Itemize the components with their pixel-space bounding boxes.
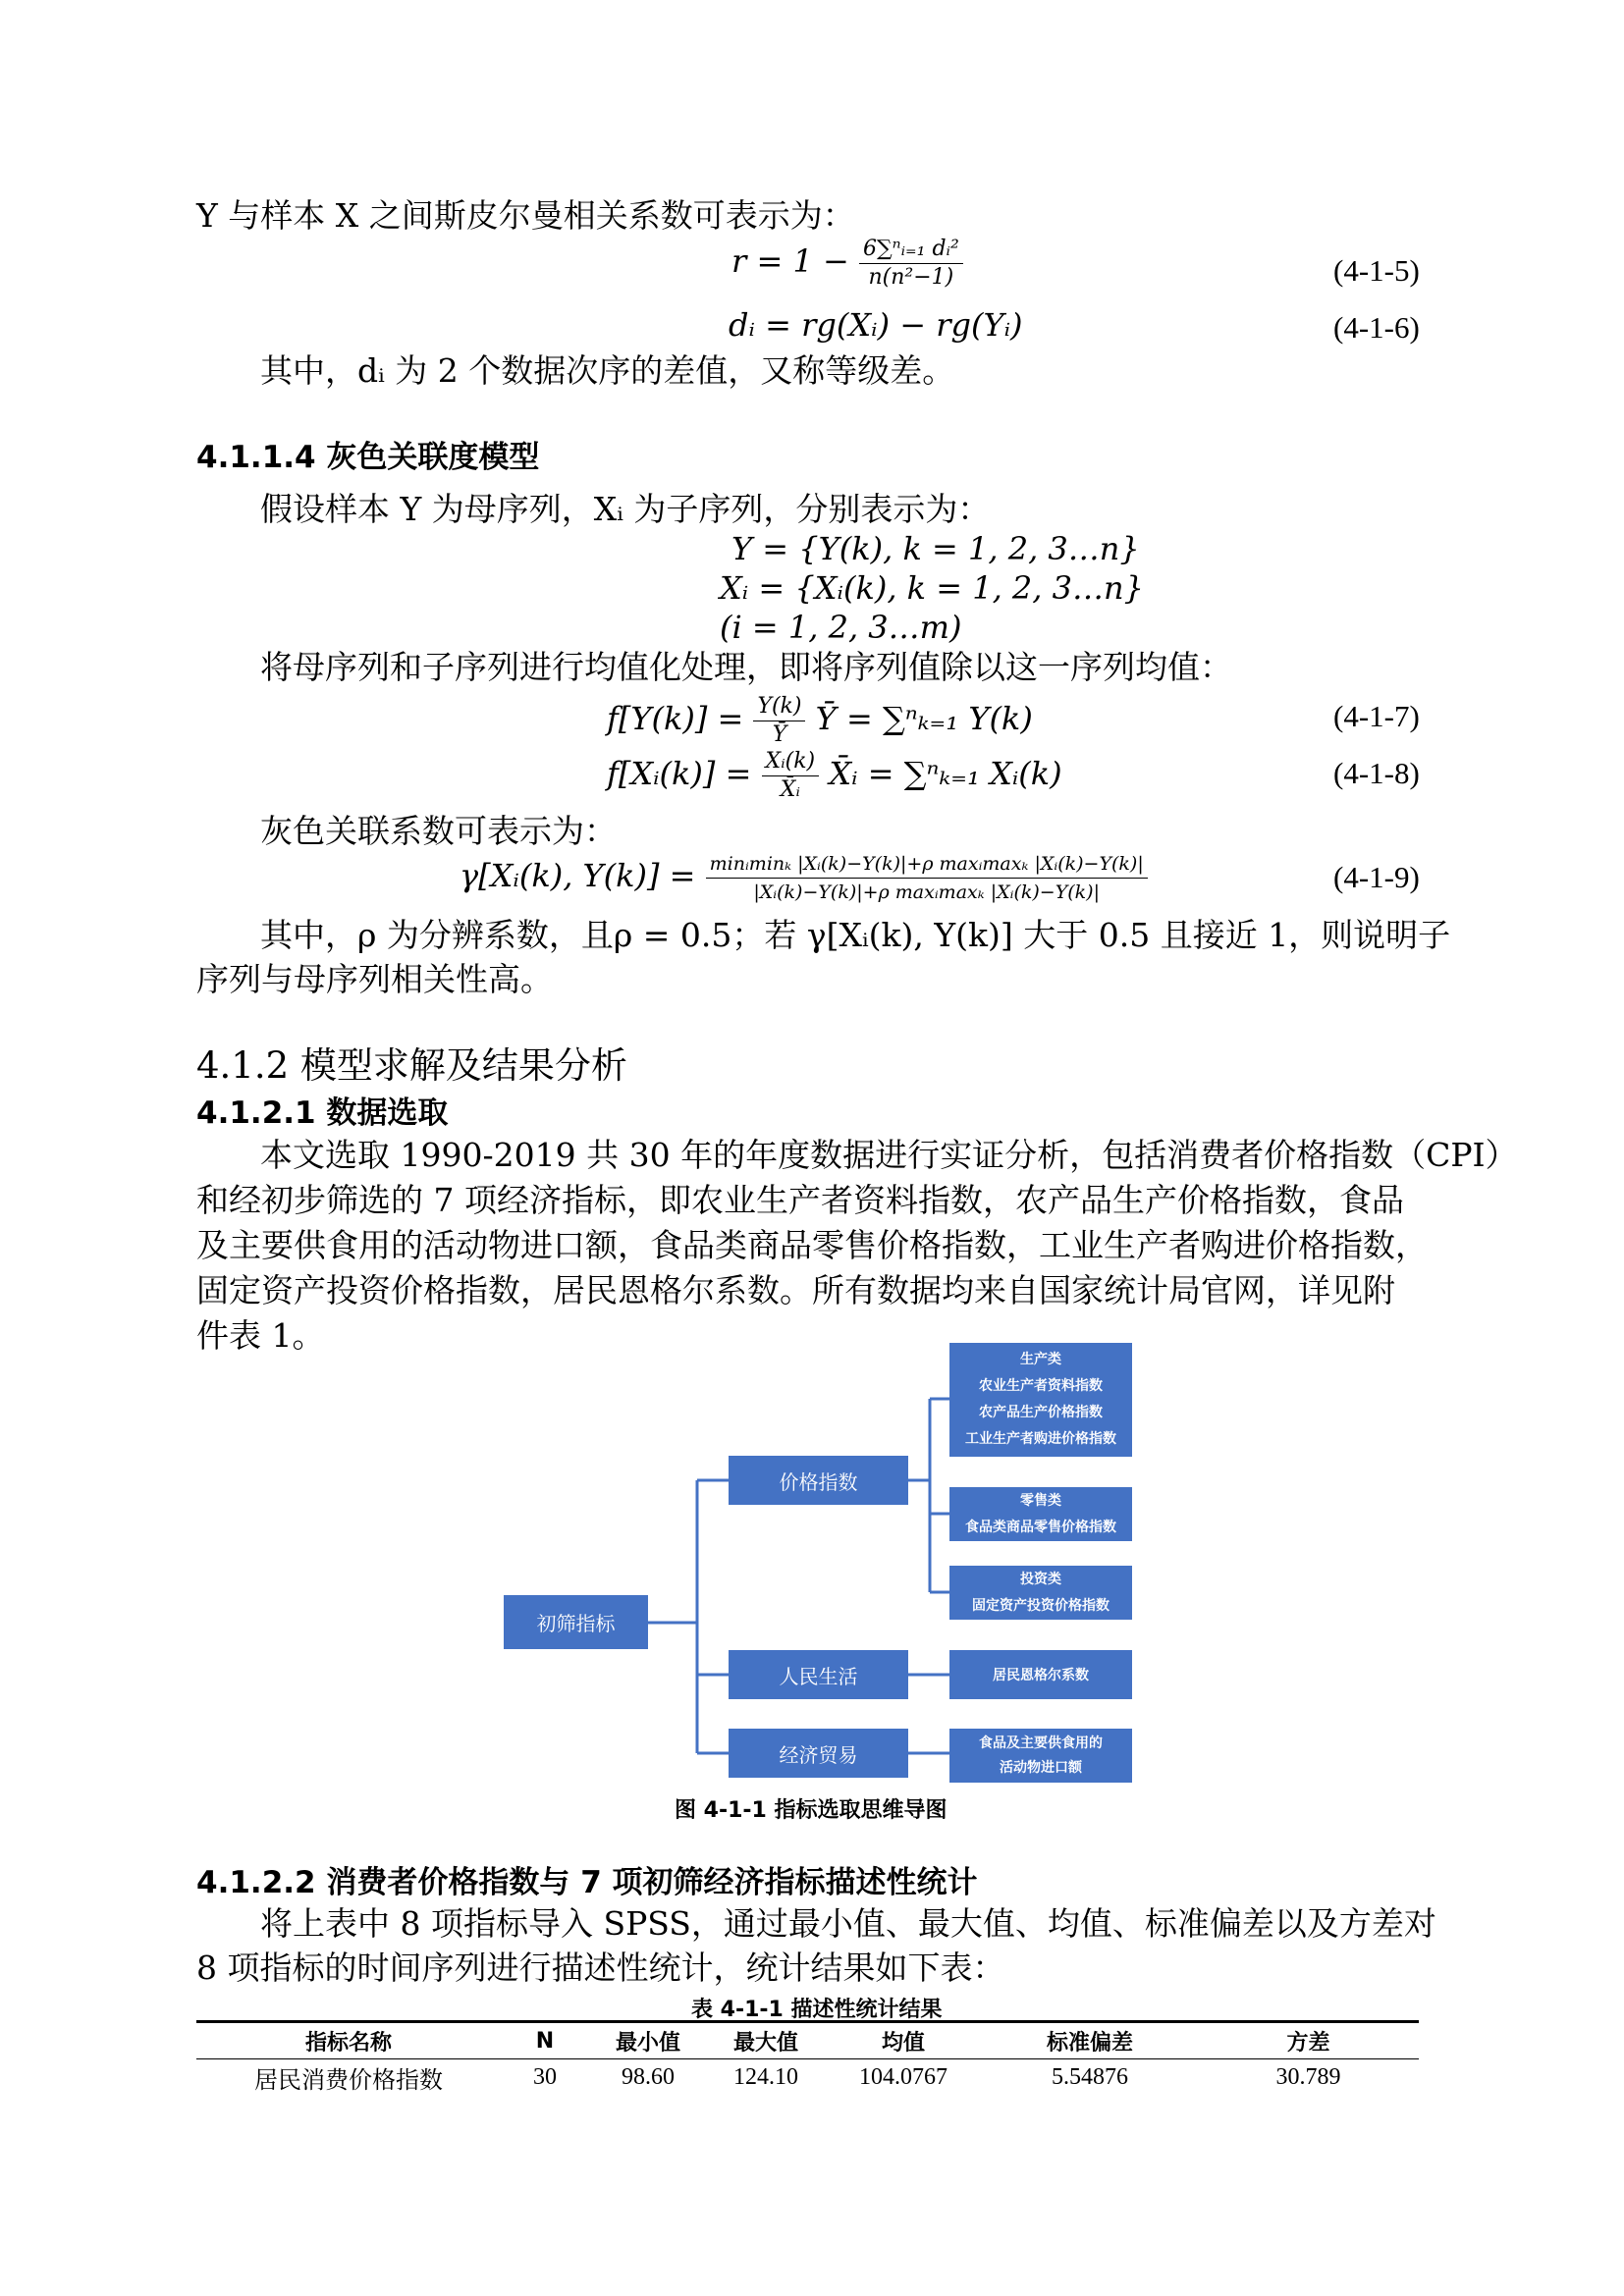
- eq9-number: (4-1-9): [1333, 860, 1420, 894]
- eq8-denominator: X̄ᵢ: [780, 777, 800, 802]
- stats-table: [196, 2020, 1419, 2095]
- cell-min: 98.60: [622, 2063, 675, 2090]
- desc-para-line-2: 8 项指标的时间序列进行描述性统计，统计结果如下表：: [196, 1949, 1005, 1987]
- eq8-rhs: X̄ᵢ = ∑ⁿₖ₌₁ Xᵢ(k): [829, 755, 1062, 792]
- set-y: Y = {Y(k), k = 1, 2, 3…n}: [731, 530, 1140, 567]
- production-title: 生产类: [1020, 1352, 1061, 1367]
- eq5-numerator: 6∑ⁿᵢ₌₁ dᵢ²: [859, 236, 963, 264]
- set-x: Xᵢ = {Xᵢ(k), k = 1, 2, 3…n}: [720, 569, 1144, 607]
- data-para-line-1: 本文选取 1990-2019 共 30 年的年度数据进行实证分析，包括消费者价格指数（CPI）: [260, 1136, 1518, 1174]
- header-n: N: [535, 2028, 555, 2054]
- people-life-label: 人民生活: [779, 1664, 858, 1688]
- price-index-label: 价格指数: [779, 1469, 858, 1494]
- heading-4-1-2-2: 4.1.2.2 消费者价格指数与 7 项初筛经济指标描述性统计: [196, 1865, 978, 1900]
- engel-label: 居民恩格尔系数: [993, 1668, 1089, 1683]
- table-row: [196, 2059, 1419, 2095]
- eq9-lhs: γ[Xᵢ(k), Y(k)] =: [460, 857, 706, 894]
- eq8-number: (4-1-8): [1333, 756, 1420, 790]
- data-para-line-2: 和经初步筛选的 7 项经济指标，即农业生产者资料指数，农产品生产价格指数，食品: [196, 1181, 1404, 1219]
- eq5-number: (4-1-5): [1333, 253, 1420, 288]
- eq5-lhs: r = 1 −: [731, 242, 859, 280]
- normalize-text: 将母序列和子序列进行均值化处理，即将序列值除以这一序列均值：: [260, 648, 1232, 686]
- eq6-number: (4-1-6): [1333, 310, 1420, 345]
- header-std: 标准偏差: [1046, 2030, 1133, 2056]
- eq7-lhs: f[Y(k)] =: [607, 700, 754, 737]
- eq8-lhs: f[Xᵢ(k)] =: [607, 755, 762, 792]
- heading-4-1-2: 4.1.2 模型求解及结果分析: [196, 1044, 627, 1087]
- header-var: 方差: [1286, 2030, 1330, 2056]
- economic-trade-label: 经济贸易: [779, 1742, 858, 1767]
- retail-item-1: 食品类商品零售价格指数: [965, 1519, 1116, 1535]
- rho-text-2: 序列与母序列相关性高。: [196, 960, 553, 998]
- eq8-numerator: Xᵢ(k): [762, 748, 820, 776]
- investment-item-1: 固定资产投资价格指数: [972, 1597, 1110, 1614]
- cell-max: 124.10: [733, 2063, 798, 2090]
- trade-line-2: 活动物进口额: [1000, 1759, 1082, 1776]
- cell-n: 30: [533, 2063, 557, 2090]
- desc-para-line-1: 将上表中 8 项指标导入 SPSS，通过最小值、最大值、均值、标准偏差以及方差对: [260, 1904, 1436, 1943]
- header-name: 指标名称: [304, 2030, 392, 2056]
- eq7-denominator: Ȳ: [772, 722, 787, 747]
- header-max: 最大值: [732, 2030, 798, 2056]
- eq7-number: (4-1-7): [1333, 699, 1420, 733]
- mindmap-people-life: [729, 1650, 908, 1699]
- equation-4-1-6: dᵢ = rg(Xᵢ) − rg(Yᵢ): [729, 306, 1023, 344]
- cell-std: 5.54876: [1052, 2063, 1128, 2090]
- figure-caption: 图 4-1-1 指标选取思维导图: [675, 1798, 947, 1823]
- mindmap-price-index: [729, 1456, 908, 1505]
- mindmap-investment-box: [949, 1566, 1132, 1620]
- data-para-line-3: 及主要供食用的活动物进口额，食品类商品零售价格指数，工业生产者购进价格指数，: [196, 1226, 1428, 1264]
- data-para-line-5: 件表 1。: [196, 1316, 325, 1355]
- mindmap-root: [504, 1595, 648, 1649]
- production-item-3: 工业生产者购进价格指数: [965, 1431, 1116, 1447]
- eq7-rhs: Ȳ = ∑ⁿₖ₌₁ Y(k): [815, 700, 1033, 737]
- header-mean: 均值: [881, 2030, 925, 2056]
- mindmap-production-box: [949, 1343, 1132, 1457]
- assume-text: 假设样本 Y 为母序列，Xᵢ 为子序列，分别表示为：: [260, 490, 991, 528]
- rho-text-1: 其中，ρ 为分辨系数，且ρ = 0.5；若 γ[Xᵢ(k), Y(k)] 大于 0.5 且接近 1，则说明子: [260, 916, 1451, 954]
- mindmap-retail-box: [949, 1487, 1132, 1541]
- heading-4-1-1-4: 4.1.1.4 灰色关联度模型: [196, 440, 540, 475]
- mindmap-engel-box: [949, 1650, 1132, 1699]
- header-min: 最小值: [615, 2030, 680, 2056]
- eq9-denominator: |Xᵢ(k)−Y(k)|+ρ maxᵢmaxₖ |Xᵢ(k)−Y(k)|: [753, 881, 1100, 903]
- mindmap-trade-box: [949, 1729, 1132, 1783]
- cell-mean: 104.0767: [859, 2063, 947, 2090]
- note-difference: 其中，dᵢ 为 2 个数据次序的差值，又称等级差。: [260, 351, 955, 390]
- mindmap-root-label: 初筛指标: [536, 1612, 616, 1635]
- intro-text: Y 与样本 X 之间斯皮尔曼相关系数可表示为：: [196, 196, 855, 235]
- investment-title: 投资类: [1020, 1571, 1061, 1587]
- data-para-line-4: 固定资产投资价格指数，居民恩格尔系数。所有数据均来自国家统计局官网，详见附: [196, 1271, 1395, 1309]
- heading-4-1-2-1: 4.1.2.1 数据选取: [196, 1095, 449, 1131]
- table-header-row: [196, 2023, 1419, 2058]
- retail-title: 零售类: [1020, 1492, 1061, 1509]
- production-item-1: 农业生产者资料指数: [979, 1378, 1103, 1394]
- cell-name: 居民消费价格指数: [254, 2067, 443, 2094]
- cell-var: 30.789: [1275, 2063, 1341, 2090]
- set-i: (i = 1, 2, 3…m): [720, 609, 962, 646]
- mindmap-economic-trade: [729, 1729, 908, 1778]
- production-item-2: 农产品生产价格指数: [979, 1405, 1103, 1420]
- eq7-numerator: Y(k): [753, 693, 805, 721]
- trade-line-1: 食品及主要供食用的: [979, 1735, 1103, 1751]
- grey-coef-text: 灰色关联系数可表示为：: [260, 812, 617, 850]
- eq9-numerator: minᵢminₖ |Xᵢ(k)−Y(k)|+ρ maxᵢmaxₖ |Xᵢ(k)−Y(k)|: [706, 850, 1148, 879]
- table-caption: 表 4-1-1 描述性统计结果: [691, 1998, 943, 2022]
- eq5-denominator: n(n²−1): [868, 265, 954, 290]
